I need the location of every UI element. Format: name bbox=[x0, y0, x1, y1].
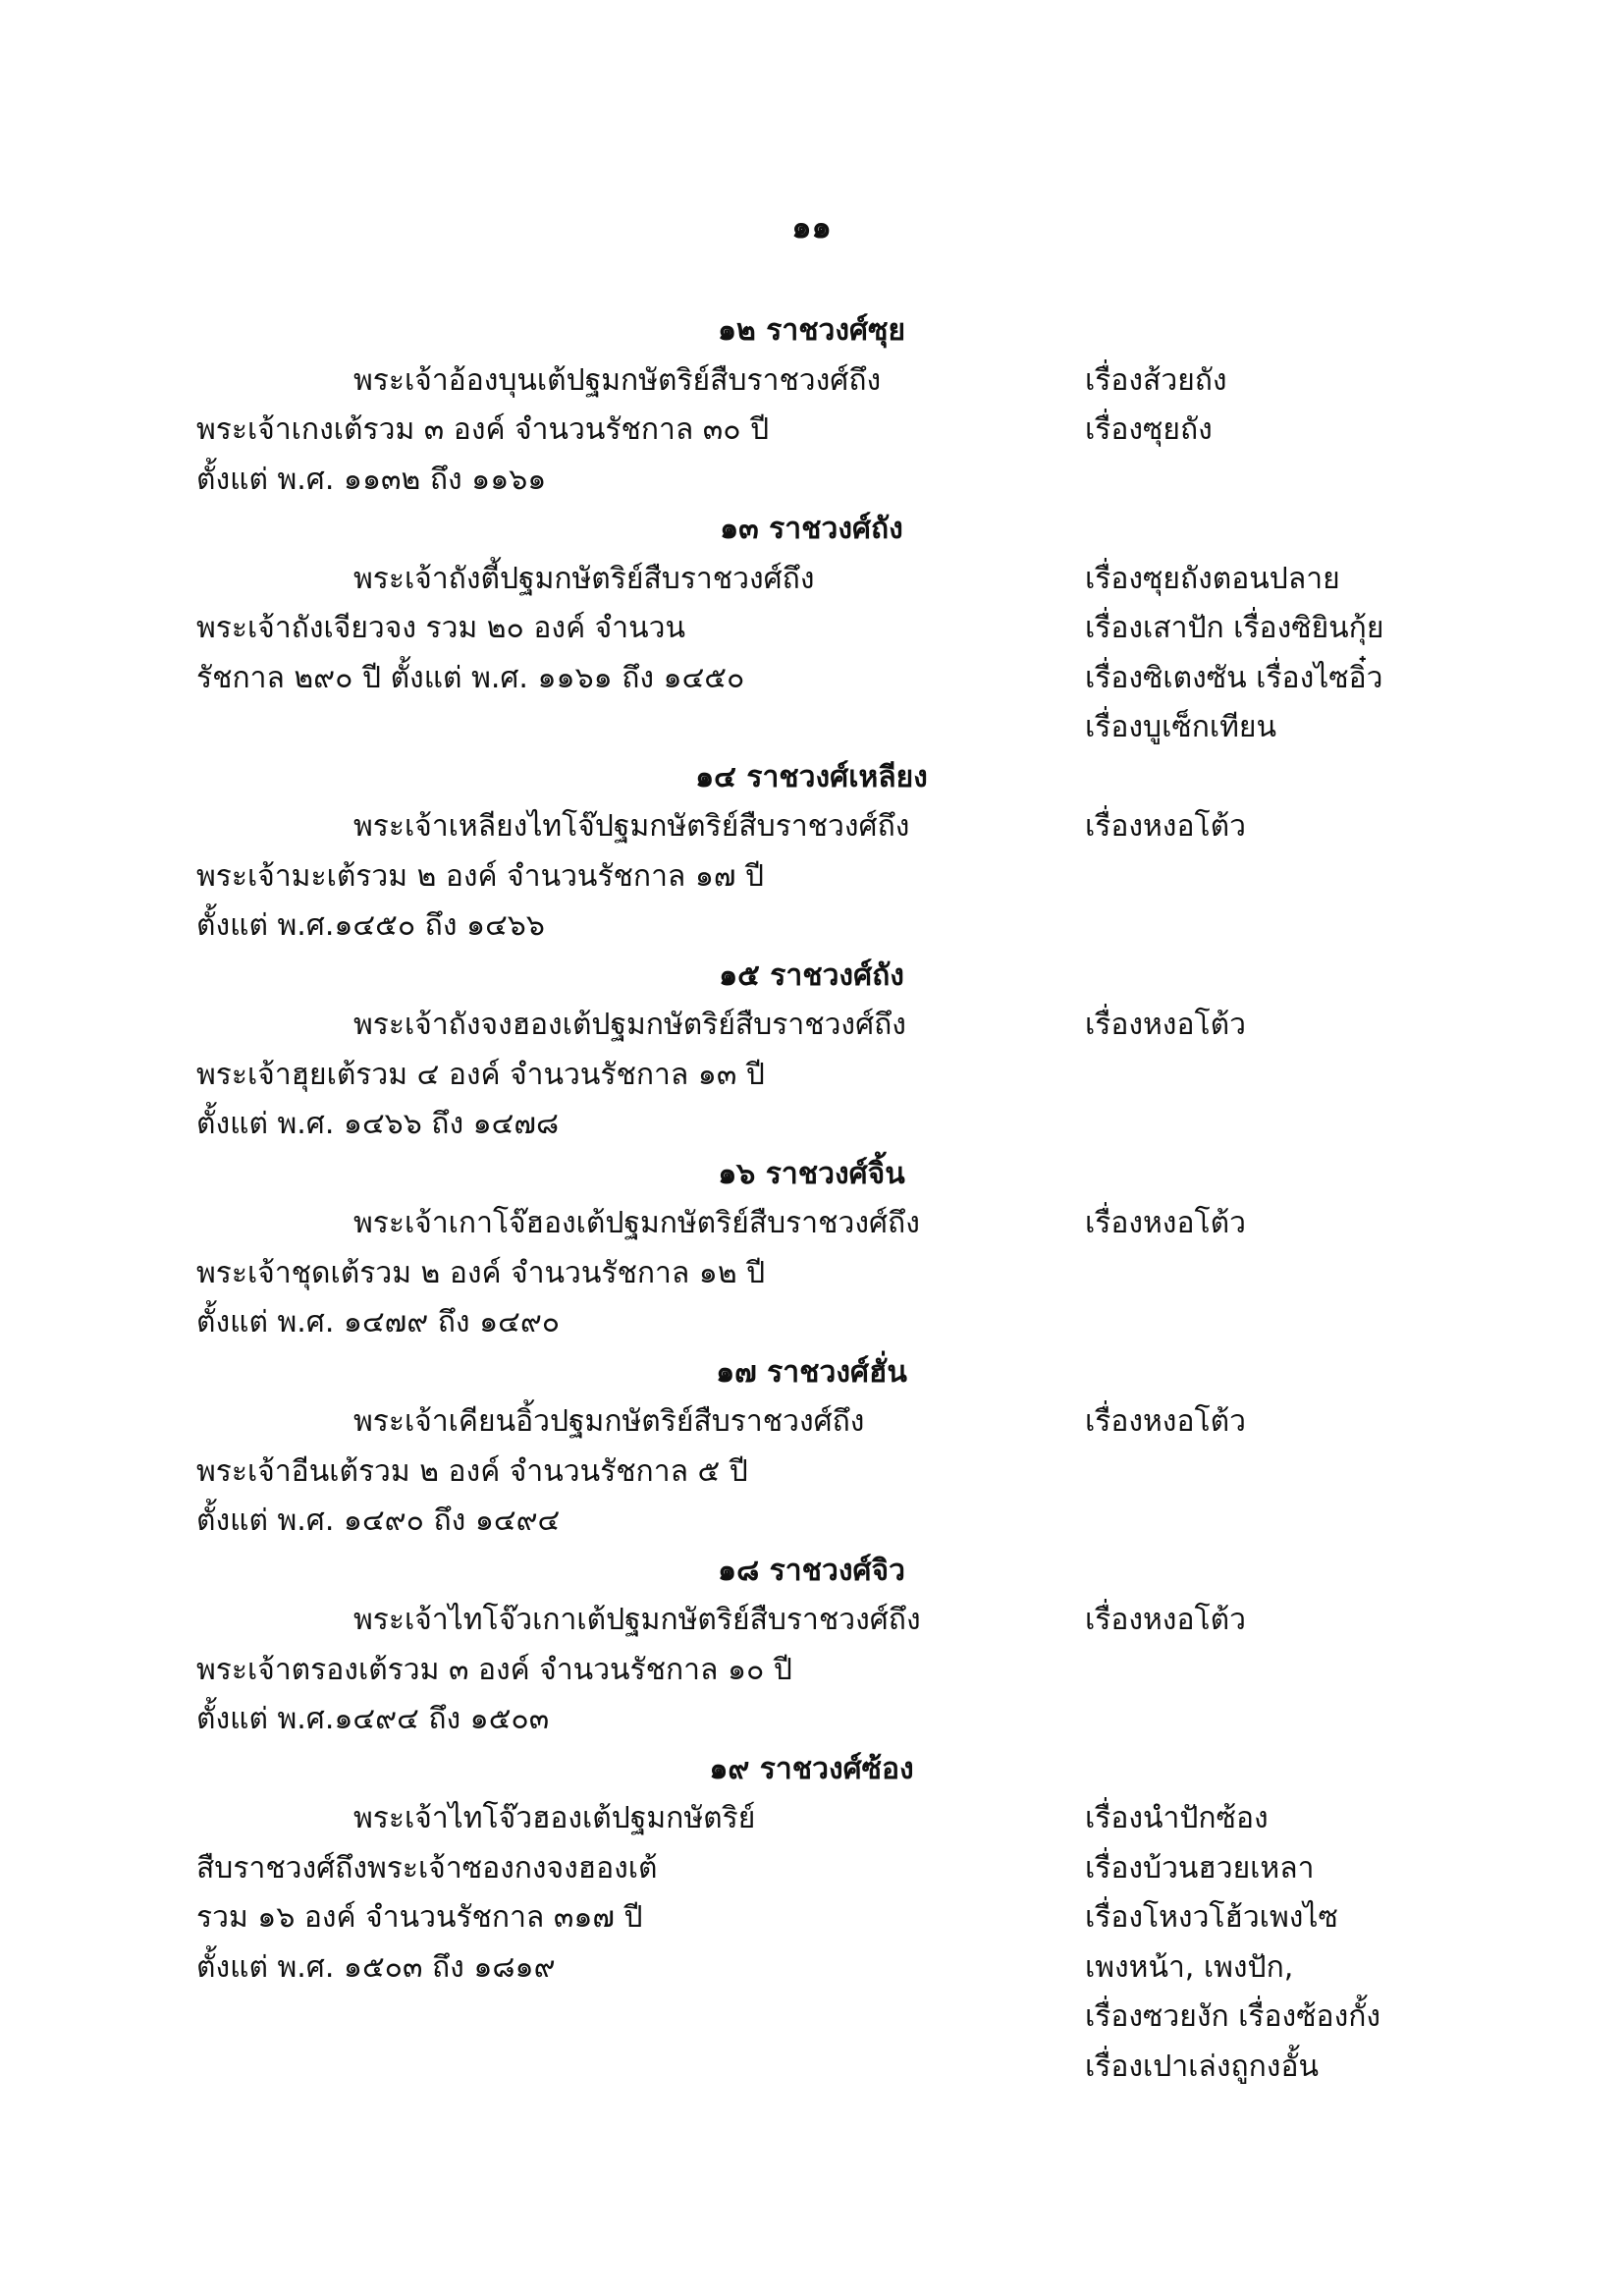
reign-line: ตั้งแต่ พ.ศ. ๑๕๐๓ ถึง ๑๘๑๙ bbox=[196, 1949, 556, 1985]
dynasty-section bbox=[0, 753, 1623, 952]
reign-line: พระเจ้าเกงเต้รวม ๓ องค์ จำนวนรัชกาล ๓๐ ปี bbox=[196, 412, 770, 447]
dynasty-rows bbox=[0, 356, 1623, 506]
dynasty-section bbox=[0, 505, 1623, 753]
story-title: เรื่องหงอโต้ว bbox=[1085, 1404, 1246, 1439]
reign-line: พระเจ้าไทโจ๊วเกาเต้ปฐมกษัตริย์สืบราชวงศ์ถึง bbox=[353, 1603, 921, 1637]
related-stories bbox=[1085, 1794, 1615, 2092]
story-title: เรื่องซุยถัง bbox=[1085, 412, 1213, 447]
related-stories bbox=[1085, 555, 1615, 753]
related-stories bbox=[1085, 1199, 1615, 1249]
reign-line: ตั้งแต่ พ.ศ. ๑๔๗๙ ถึง ๑๔๙๐ bbox=[196, 1305, 561, 1339]
dynasty-section bbox=[0, 1348, 1623, 1547]
reign-line: พระเจ้าตรองเต้รวม ๓ องค์ จำนวนรัชกาล ๑๐ ปี bbox=[196, 1652, 792, 1687]
reign-line: ตั้งแต่ พ.ศ.๑๔๕๐ ถึง ๑๔๖๖ bbox=[196, 908, 545, 943]
story-title: เรื่องโหงวโฮ้วเพงไซ bbox=[1085, 1900, 1338, 1935]
story-title: เรื่องหงอโต้ว bbox=[1085, 1206, 1246, 1240]
reign-description bbox=[196, 1794, 1051, 1993]
related-stories bbox=[1085, 1001, 1615, 1051]
reign-line: พระเจ้าถังเจียวจง รวม ๒๐ องค์ จำนวน bbox=[196, 611, 685, 645]
dynasty-heading: ๑๕ ราชวงศ์ถัง bbox=[719, 957, 904, 993]
reign-line: พระเจ้ามะเต้รวม ๒ องค์ จำนวนรัชกาล ๑๗ ปี bbox=[196, 858, 765, 894]
reign-description bbox=[196, 356, 1051, 506]
reign-description bbox=[196, 1397, 1051, 1547]
reign-line: พระเจ้าอ้องบุนเต้ปฐมกษัตริย์สืบราชวงศ์ถึง bbox=[353, 362, 882, 398]
story-title: เรื่องเสาปัก เรื่องซิยินกุ้ย bbox=[1085, 611, 1384, 645]
reign-line: พระเจ้าไทโจ๊วฮองเต้ปฐมกษัตริย์ bbox=[353, 1801, 756, 1835]
reign-line: พระเจ้าถังตี้ปฐมกษัตริย์สืบราชวงศ์ถึง bbox=[353, 561, 815, 596]
reign-description bbox=[196, 1001, 1051, 1150]
dynasty-rows bbox=[0, 1794, 1623, 2092]
related-stories bbox=[1085, 1397, 1615, 1448]
reign-description bbox=[196, 555, 1051, 704]
dynasty-rows bbox=[0, 555, 1623, 753]
dynasty-heading: ๑๙ ราชวงศ์ซ้อง bbox=[709, 1751, 914, 1786]
dynasty-heading: ๑๔ ราชวงศ์เหลียง bbox=[695, 759, 928, 794]
reign-description bbox=[196, 1199, 1051, 1348]
dynasty-section bbox=[0, 306, 1623, 505]
reign-line: ตั้งแต่ พ.ศ. ๑๑๓๒ ถึง ๑๑๖๑ bbox=[196, 462, 547, 497]
reign-line: พระเจ้าฮุยเต้รวม ๔ องค์ จำนวนรัชกาล ๑๓ ปี bbox=[196, 1057, 765, 1092]
dynasty-heading: ๑๗ ราชวงศ์ฮั่น bbox=[716, 1354, 907, 1390]
reign-line: พระเจ้าอีนเต้รวม ๒ องค์ จำนวนรัชกาล ๕ ปี bbox=[196, 1453, 748, 1489]
story-title: เรื่องบ้วนฮวยเหลา bbox=[1085, 1850, 1315, 1886]
reign-line: สืบราชวงศ์ถึงพระเจ้าซองกงจงฮองเต้ bbox=[196, 1850, 658, 1886]
dynasty-rows bbox=[0, 1596, 1623, 1745]
dynasty-rows bbox=[0, 1397, 1623, 1547]
reign-line: ตั้งแต่ พ.ศ.๑๔๙๔ ถึง ๑๕๐๓ bbox=[196, 1702, 550, 1736]
story-title: เรื่องซิเตงซัน เรื่องไซอิ๋ว bbox=[1085, 660, 1383, 695]
story-title: เรื่องหงอโต้ว bbox=[1085, 1008, 1246, 1042]
story-title: เรื่องซุยถังตอนปลาย bbox=[1085, 561, 1340, 596]
reign-description bbox=[196, 1596, 1051, 1745]
story-title: เรื่องบูเซ็กเทียน bbox=[1085, 710, 1276, 744]
dynasty-rows bbox=[0, 1199, 1623, 1348]
reign-line: พระเจ้าเกาโจ๊ฮองเต้ปฐมกษัตริย์สืบราชวงศ์ถึง bbox=[353, 1206, 920, 1240]
reign-line: รัชกาล ๒๙๐ ปี ตั้งแต่ พ.ศ. ๑๑๖๑ ถึง ๑๔๕๐ bbox=[196, 660, 745, 695]
dynasty-section bbox=[0, 1547, 1623, 1745]
dynasty-section bbox=[0, 1745, 1623, 2093]
dynasty-rows bbox=[0, 802, 1623, 952]
story-title: เรื่องหงอโต้ว bbox=[1085, 809, 1246, 844]
dynasty-heading: ๑๖ ราชวงศ์จิ้น bbox=[718, 1156, 905, 1191]
story-title: เรื่องส้วยถัง bbox=[1085, 362, 1227, 398]
story-title: เรื่องหงอโต้ว bbox=[1085, 1603, 1246, 1637]
story-title: เรื่องนำปักซ้อง bbox=[1085, 1801, 1269, 1835]
dynasty-heading: ๑๒ ราชวงศ์ซุย bbox=[717, 313, 906, 348]
reign-line: พระเจ้าเหลียงไทโจ๊ปฐมกษัตริย์สืบราชวงศ์ถึง bbox=[353, 809, 910, 844]
reign-line: พระเจ้าชุดเต้รวม ๒ องค์ จำนวนรัชกาล ๑๒ ปี bbox=[196, 1255, 766, 1290]
reign-description bbox=[196, 802, 1051, 952]
dynasty-section bbox=[0, 952, 1623, 1150]
story-title: เพงหน้า, เพงปัก, bbox=[1085, 1949, 1294, 1985]
reign-line: ตั้งแต่ พ.ศ. ๑๔๙๐ ถึง ๑๔๙๔ bbox=[196, 1503, 561, 1538]
dynasty-heading: ๑๓ ราชวงศ์ถัง bbox=[720, 512, 903, 546]
reign-line: พระเจ้าเคียนอิ้วปฐมกษัตริย์สืบราชวงศ์ถึง bbox=[353, 1404, 865, 1439]
dynasty-heading: ๑๘ ราชวงศ์จิว bbox=[718, 1553, 905, 1588]
dynasty-list bbox=[0, 306, 1623, 2092]
dynasty-rows bbox=[0, 1001, 1623, 1150]
story-title: เรื่องซวยงัก เรื่องซ้องกั้ง bbox=[1085, 1999, 1381, 2034]
reign-line: รวม ๑๖ องค์ จำนวนรัชกาล ๓๑๗ ปี bbox=[196, 1900, 643, 1935]
related-stories bbox=[1085, 356, 1615, 456]
related-stories bbox=[1085, 1596, 1615, 1646]
reign-line: ตั้งแต่ พ.ศ. ๑๔๖๖ ถึง ๑๔๗๘ bbox=[196, 1107, 560, 1141]
page-number: ๑๑ bbox=[791, 208, 832, 246]
story-title: เรื่องเปาเล่งถูกงอั้น bbox=[1085, 2049, 1319, 2084]
reign-line: พระเจ้าถังจงฮองเต้ปฐมกษัตริย์สืบราชวงศ์ถึง bbox=[353, 1008, 906, 1042]
related-stories bbox=[1085, 802, 1615, 852]
dynasty-section bbox=[0, 1150, 1623, 1348]
